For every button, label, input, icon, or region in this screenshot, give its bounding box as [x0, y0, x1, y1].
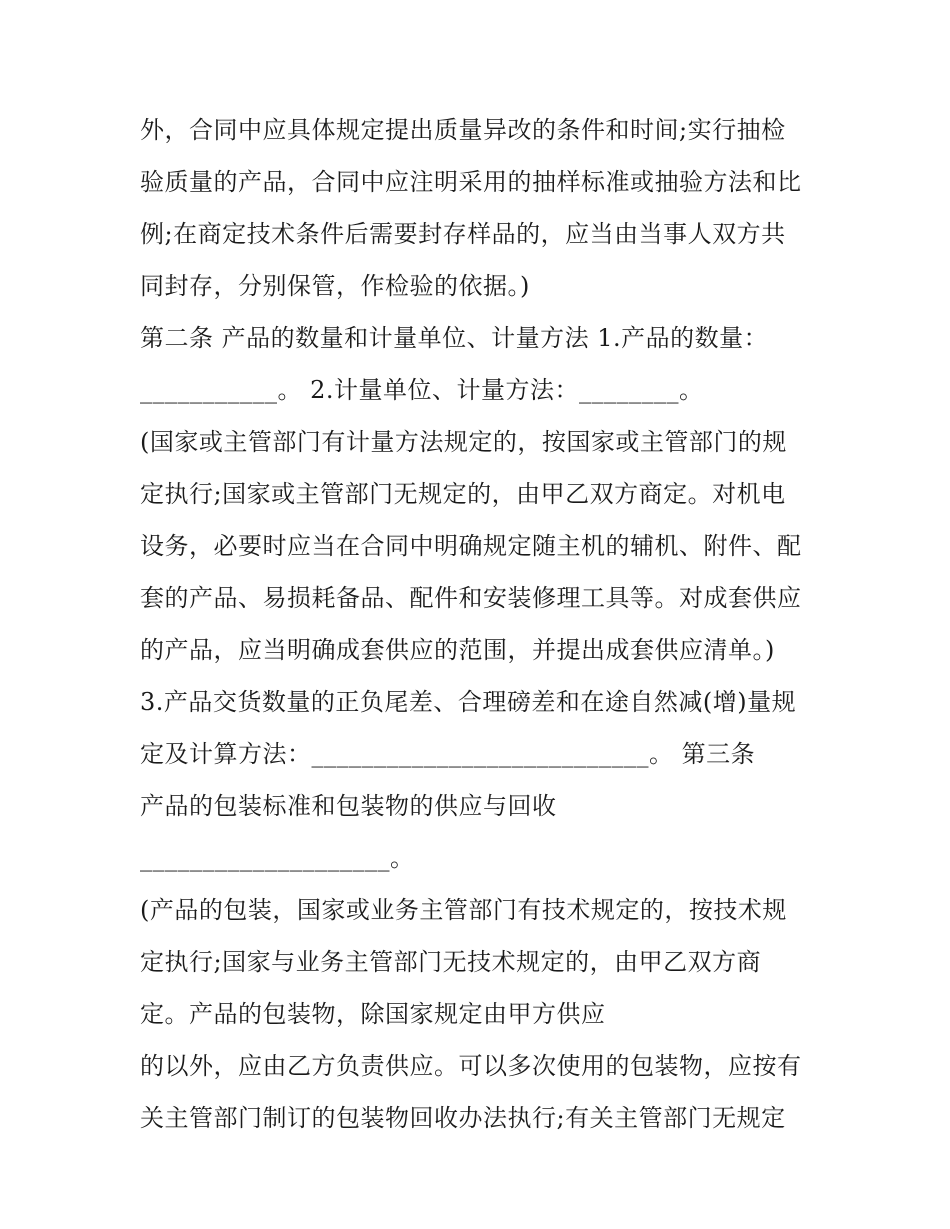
text-line: 验质量的产品，合同中应注明采用的抽样标准或抽验方法和比 [140, 168, 802, 196]
text-line: 3.产品交货数量的正负尾差、合理磅差和在途自然减(增)量规 [140, 688, 797, 716]
text-line: 外，合同中应具体规定提出质量异改的条件和时间;实行抽检 [140, 116, 786, 144]
text-line: 同封存，分别保管，作检验的依据。) [140, 272, 530, 300]
text-line: ____________________。 [140, 844, 415, 872]
text-line: 定及计算方法：___________________________。 第三条 [140, 740, 756, 768]
text-line: 产品的包装标准和包装物的供应与回收 [140, 792, 557, 820]
text-line: 的以外，应由乙方负责供应。可以多次使用的包装物，应按有 [140, 1052, 802, 1080]
text-line: 定。产品的包装物，除国家规定由甲方供应 [140, 1000, 606, 1028]
text-line: 第二条 产品的数量和计量单位、计量方法 1.产品的数量： [140, 324, 769, 352]
text-line: (国家或主管部门有计量方法规定的，按国家或主管部门的规 [140, 428, 787, 456]
text-line: (产品的包装，国家或业务主管部门有技术规定的，按技术规 [140, 896, 787, 924]
text-line: 关主管部门制订的包装物回收办法执行;有关主管部门无规定 [140, 1104, 786, 1132]
text-line: 例;在商定技术条件后需要封存样品的，应当由当事人双方共 [140, 220, 786, 248]
text-line: 定执行;国家或主管部门无规定的，由甲乙双方商定。对机电 [140, 480, 786, 508]
text-line: 的产品，应当明确成套供应的范围，并提出成套供应清单。) [140, 636, 775, 664]
text-line: 设务，必要时应当在合同中明确规定随主机的辅机、附件、配 [140, 532, 802, 560]
text-line: 定执行;国家与业务主管部门无技术规定的，由甲乙双方商 [140, 948, 762, 976]
text-line: 套的产品、易损耗备品、配件和安装修理工具等。对成套供应 [140, 584, 802, 612]
text-line: ___________。 2.计量单位、计量方法：________。 [140, 376, 704, 404]
